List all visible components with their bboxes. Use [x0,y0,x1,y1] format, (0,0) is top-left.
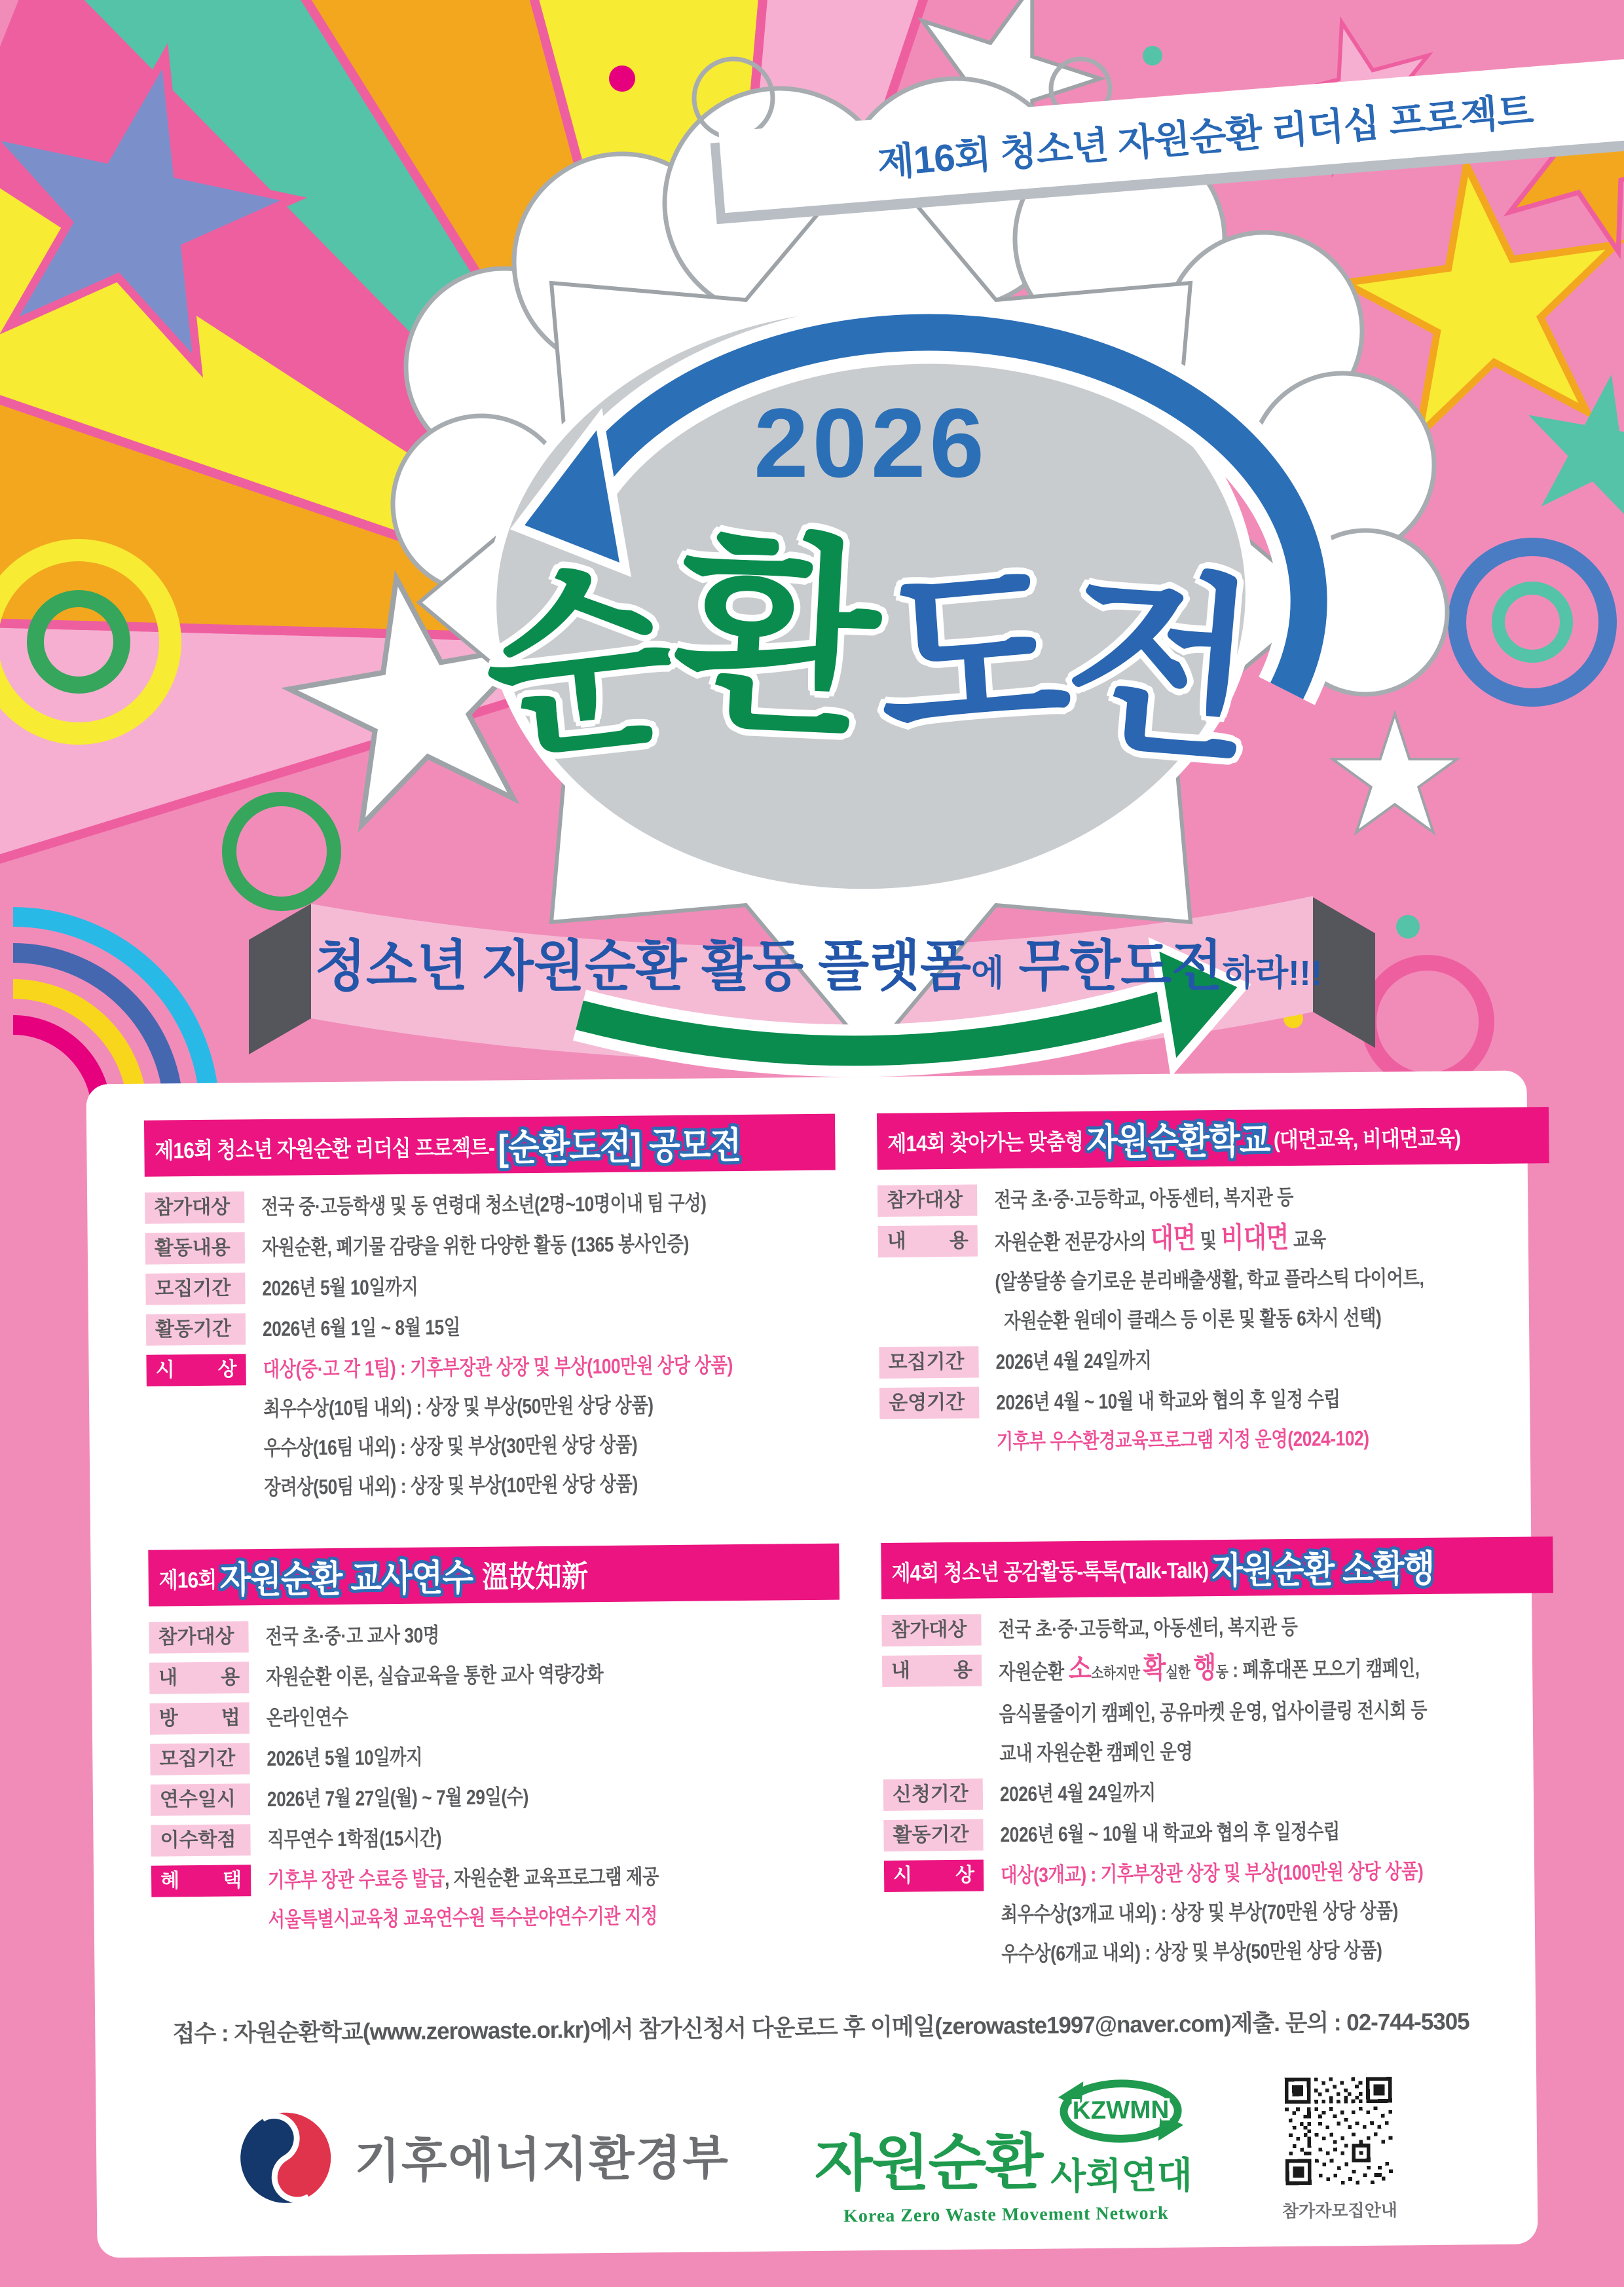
row-apply-period [883,1773,1555,1811]
row-text: 음식물줄이기 캠페인, 공유마켓 운영, 업사이클링 전시회 등 [999,1698,1428,1726]
award-line: 대상(3개교) : 기후부장관 상장 및 부상(100만원 상당 상품) [1000,1859,1424,1887]
row-activity-period [883,1813,1555,1851]
sections-grid [144,1107,1478,1986]
row-text: 전국 초·중·고등학교, 아동센터, 복지관 등 [994,1185,1294,1212]
row-activity-period [146,1308,837,1346]
row-text: 전국 초·중·고 교사 30명 [265,1623,439,1649]
taegeuk-icon [236,2108,335,2207]
row-label-chip: 운영기간 [879,1387,979,1419]
section-school-header [877,1107,1549,1170]
row-label-chip: 신청기간 [883,1779,983,1811]
header-prefix: 제4회 청소년 공감활동-톡톡(Talk-Talk) [891,1557,1209,1586]
benefit-line: 기후부 장관 수료증 발급, 자원순환 교육프로그램 제공 [267,1865,659,1892]
row-text: 2026년 5월 10일까지 [267,1745,423,1770]
row-participants [877,1179,1549,1217]
row-label-chip: 내 용 [878,1225,978,1257]
kzwmn-english-name: Korea Zero Waste Movement Network [843,2203,1169,2227]
row-label-chip: 혜 택 [151,1865,251,1897]
section-talk-talk-header [881,1536,1553,1599]
title-char: 환 [669,515,885,761]
badge-year: 2026 [754,388,988,498]
row-awards [146,1348,838,1504]
row-label-chip: 활동기간 [883,1819,983,1851]
ministry-logo [236,2104,730,2207]
row-text: 전국 초·중·고등학교, 아동센터, 복지관 등 [998,1614,1298,1642]
row-text: 전국 중·고등학생 및 동 연령대 청소년(2명~10명이내 팀 구성) [261,1191,707,1219]
row-recruit-period [150,1738,841,1776]
award-line: 최우수상(3개교 내외) : 상장 및 부상(70만원 상당 상품) [1001,1899,1398,1927]
row-text: 자원순환 이론, 실습교육을 통한 교사 역량강화 [265,1662,604,1690]
title-char: 순 [474,544,687,783]
row-label-chip: 시 상 [884,1860,984,1892]
row-benefits [151,1859,843,1937]
row-label-chip: 내 용 [149,1662,249,1694]
award-line: 장려상(50팀 내외) : 상장 및 부상(10만원 상당 상품) [264,1472,638,1500]
header-title: 자원순환 소확행 [1211,1547,1435,1591]
footer-logos [153,2072,1480,2233]
kzwmn-acronym: KZWMN [1072,2095,1170,2125]
header-prefix: 제16회 청소년 자원순환 리더십 프로젝트- [155,1135,495,1164]
row-participants [149,1616,840,1654]
section-contest [144,1114,839,1514]
header-suffix: (대면교육, 비대면교육) [1273,1125,1461,1153]
row-text: 2026년 7월 27일(월) ~ 7월 29일(수) [267,1785,529,1811]
row-text: 자원순환 원데이 클래스 등 이론 및 활동 6차시 선택) [1003,1305,1382,1333]
section-teacher-training-header [148,1544,840,1607]
ribbon-slogan: 청소년 자원순환 활동 플랫폼에 무한도전하라!!! [314,935,1323,997]
row-participants [881,1608,1553,1646]
row-text: 2026년 6월 ~ 10월 내 학교와 협의 후 일정수립 [1000,1819,1340,1847]
row-text: 2026년 4월 ~ 10월 내 학교와 협의 후 일정 수립 [995,1387,1340,1415]
section-talk-talk [881,1536,1557,1980]
row-credits [151,1819,841,1857]
header-title: 자원순환학교 [1086,1119,1270,1162]
row-text: 2026년 4월 24일까지 [999,1780,1156,1806]
row-text: 2026년 5월 10일까지 [262,1274,418,1301]
row-label-chip: 모집기간 [150,1743,249,1775]
section-school [877,1107,1553,1506]
section-teacher-training [148,1544,843,1987]
header-title: [순환도전] 공모전 [498,1125,741,1168]
row-label-chip: 모집기간 [879,1347,978,1379]
row-text: (알쏭달쏭 슬기로운 분리배출생활, 학교 플라스틱 다이어트, [995,1266,1424,1294]
award-line: 최우수상(10팀 내외) : 상장 및 부상(50만원 상당 상품) [263,1393,654,1421]
row-text: 온라인연수 [266,1705,348,1730]
row-method [150,1697,841,1735]
row-content [878,1219,1551,1338]
row-training-date [151,1778,841,1816]
row-label-chip: 연수일시 [151,1783,250,1815]
qr-block [1281,2073,1397,2222]
contact-line: 접수 : 자원순환학교(www.zerowaste.or.kr)에서 참가신청서 다운로드 후 이메일(zerowaste1997@naver.com)제출. 문의 : 02-744-5305 [172,2007,1469,2047]
row-label-chip: 내 용 [882,1655,982,1687]
row-text: 2026년 4월 24일까지 [995,1348,1152,1374]
row-label-chip: 참가대상 [881,1614,981,1646]
row-label-chip: 방 법 [150,1702,249,1734]
row-text: 교내 자원순환 캠페인 운영 [999,1739,1193,1766]
row-label-chip: 참가대상 [877,1185,977,1217]
award-line: 우수상(16팀 내외) : 상장 및 부상(30만원 상당 상품) [263,1432,638,1460]
row-label-chip: 모집기간 [145,1273,245,1305]
row-text: 직무연수 1학점(15시간) [267,1826,442,1851]
ministry-name: 기후에너지환경부 [354,2132,730,2188]
row-content [882,1649,1555,1770]
row-awards [884,1854,1557,1971]
header-suffix: 溫故知新 [481,1559,589,1594]
kzwmn-emblem-icon [1045,2074,1196,2148]
row-label-chip: 참가대상 [145,1191,244,1223]
row-label-chip: 활동내용 [145,1232,245,1264]
row-content [149,1656,840,1694]
section-contest-header [144,1114,836,1177]
project-banner-text: 제16회 청소년 자원순환 리더십 프로젝트 [876,89,1535,185]
header-title: 자원순환 교사연수 [219,1556,473,1601]
benefit-line: 서울특별시교육청 교육연수원 특수분야연수기관 지정 [268,1904,658,1931]
row-text: 자원순환, 폐기물 감량을 위한 다양한 활동 (1365 봉사인증) [261,1231,690,1260]
kzwmn-logo [814,2074,1198,2227]
row-text: 2026년 6월 1일 ~ 8월 15일 [262,1315,460,1341]
row-operation-period [879,1381,1552,1459]
row-text: 자원순환 전문강사의 대면 및 비대면 교육 [994,1221,1326,1255]
award-line: 대상(중·고 각 1팀) : 기후부장관 상장 및 부상(100만원 상당 상품) [263,1353,733,1382]
content-panel [86,1070,1538,2258]
qr-code [1281,2073,1397,2189]
row-recruit-period [879,1341,1551,1379]
row-label-chip: 이수학점 [151,1824,250,1856]
title-char: 도 [870,539,1076,772]
header-prefix: 제14회 찾아가는 맞춤형 [887,1129,1084,1157]
row-label-chip: 참가대상 [149,1621,248,1653]
award-line: 우수상(6개교 내외) : 상장 및 부상(50만원 상당 상품) [1001,1938,1382,1966]
header-prefix: 제16회 [158,1567,217,1593]
title-char: 전 [1057,549,1266,785]
row-label-chip: 시 상 [146,1354,246,1386]
kzwmn-korean-suffix: 사회연대 [1050,2155,1193,2198]
row-participants [145,1186,836,1224]
row-label-chip: 활동기간 [146,1313,246,1345]
row-recruit-period [145,1267,836,1305]
row-text: 기후부 우수환경교육프로그램 지정 운영(2024-102) [996,1426,1369,1454]
row-activity-content [145,1227,836,1265]
row-text: 자원순환 소소하지만 확실한 행동 : 폐휴대폰 모으기 캠페인, [998,1652,1420,1686]
kzwmn-korean-name: 자원순환 [814,2129,1043,2198]
badge-title [445,515,1297,785]
qr-caption: 참가자모집안내 [1282,2200,1398,2222]
